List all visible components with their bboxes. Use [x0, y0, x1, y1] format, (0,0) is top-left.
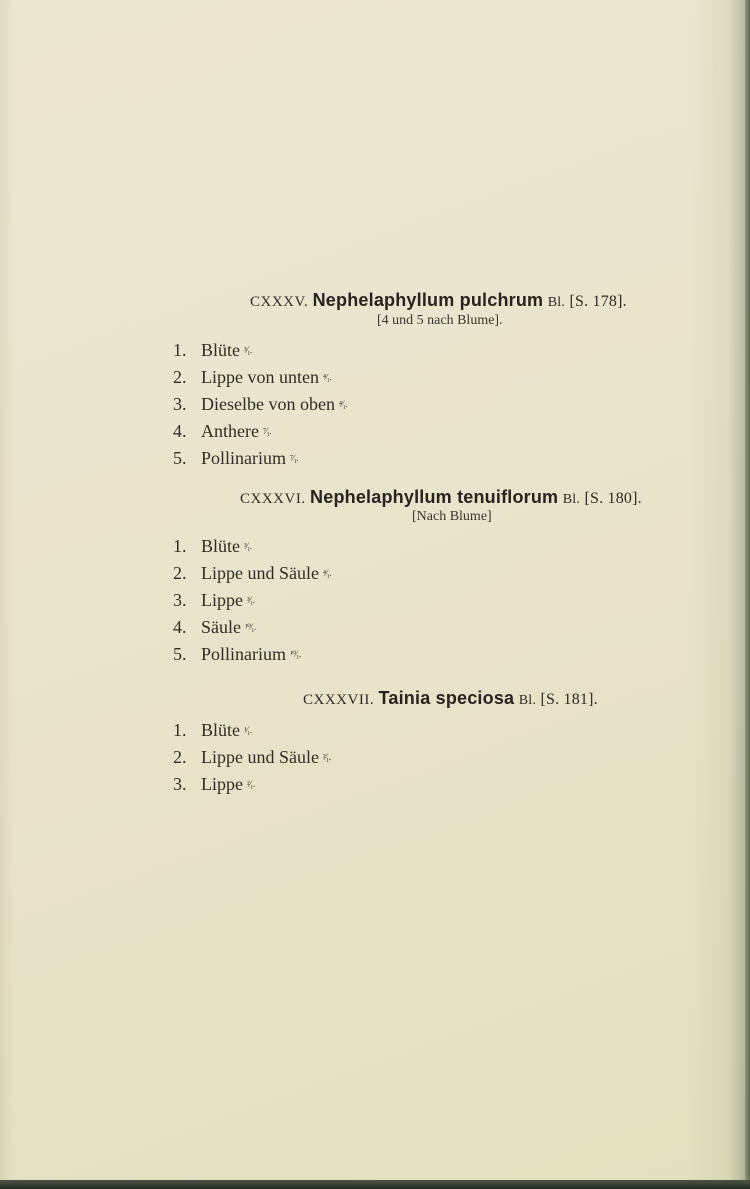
item-number: 5.: [173, 448, 187, 468]
item-number: 4.: [173, 421, 187, 441]
item-text: Dieselbe von oben: [201, 394, 335, 414]
item-text: Lippe und Säule: [201, 747, 319, 767]
list-item: [173, 563, 331, 584]
item-number: 2.: [173, 563, 187, 583]
list-item: [173, 747, 331, 768]
list-item: [173, 590, 255, 611]
section-numeral: CXXXV.: [250, 294, 309, 310]
item-text: Blüte: [201, 340, 240, 360]
section-note: [4 und 5 nach Blume].: [377, 313, 503, 328]
item-number: 3.: [173, 394, 187, 414]
page-reference: [S. 181].: [540, 691, 598, 708]
species-name: Tainia speciosa: [378, 688, 515, 708]
item-text: Lippe und Säule: [201, 563, 319, 583]
list-item: [173, 617, 256, 638]
item-number: 1.: [173, 536, 187, 556]
magnification: ²⁄₁.: [322, 752, 331, 762]
page-reference: [S. 180].: [584, 490, 642, 507]
section-numeral: CXXXVI.: [240, 491, 306, 507]
section-heading-cxxxv: [250, 290, 627, 311]
section-heading-cxxxvii: [303, 688, 598, 709]
item-number: 2.: [173, 747, 187, 767]
list-item: [173, 367, 331, 388]
item-text: Anthere: [201, 421, 259, 441]
item-number: 4.: [173, 617, 187, 637]
magnification: ⁴⁄₁.: [322, 568, 332, 578]
magnification: ⁷⁄₁.: [290, 453, 299, 463]
item-text: Pollinarium: [201, 644, 286, 664]
species-name: Nephelaphyllum tenuiflorum: [310, 487, 559, 507]
item-number: 2.: [173, 367, 187, 387]
list-item: [173, 774, 255, 795]
species-name: Nephelaphyllum pulchrum: [312, 290, 544, 310]
magnification: ⁴⁄₁.: [322, 372, 332, 382]
section-heading-cxxxvi: [240, 487, 642, 508]
magnification: ³⁄₁.: [244, 345, 252, 355]
item-text: Säule: [201, 617, 241, 637]
list-item: [173, 536, 252, 557]
list-item: [173, 340, 252, 361]
magnification: ¹⁰⁄₁.: [245, 622, 256, 632]
list-item: [173, 644, 301, 665]
author-abbrev: Bl.: [518, 693, 537, 708]
item-text: Pollinarium: [201, 448, 286, 468]
item-text: Lippe: [201, 590, 243, 610]
author-abbrev: Bl.: [562, 492, 581, 507]
list-item: [173, 720, 252, 741]
page-reference: [S. 178].: [569, 293, 627, 310]
list-item: [173, 421, 271, 442]
author-abbrev: Bl.: [547, 295, 566, 310]
magnification: ⁴⁄₁.: [338, 399, 347, 409]
magnification: ²⁄₁.: [247, 779, 255, 789]
item-number: 1.: [173, 720, 187, 740]
item-number: 3.: [173, 590, 187, 610]
magnification: ¹⁄₁.: [244, 725, 252, 735]
magnification: ⁷⁄₁.: [262, 426, 272, 436]
magnification: ¹⁰⁄₁.: [290, 649, 301, 659]
section-note: [Nach Blume]: [412, 509, 492, 524]
list-item: [173, 394, 347, 415]
item-text: Blüte: [201, 536, 240, 556]
magnification: ³⁄₁.: [247, 595, 255, 605]
list-item: [173, 448, 298, 469]
section-numeral: CXXXVII.: [303, 692, 375, 708]
item-text: Lippe von unten: [201, 367, 319, 387]
magnification: ³⁄₁.: [244, 541, 252, 551]
item-number: 5.: [173, 644, 187, 664]
page-right-edge: [745, 0, 750, 1189]
page-bottom-edge: [0, 1180, 750, 1189]
item-text: Lippe: [201, 774, 243, 794]
item-text: Blüte: [201, 720, 240, 740]
item-number: 3.: [173, 774, 187, 794]
item-number: 1.: [173, 340, 187, 360]
